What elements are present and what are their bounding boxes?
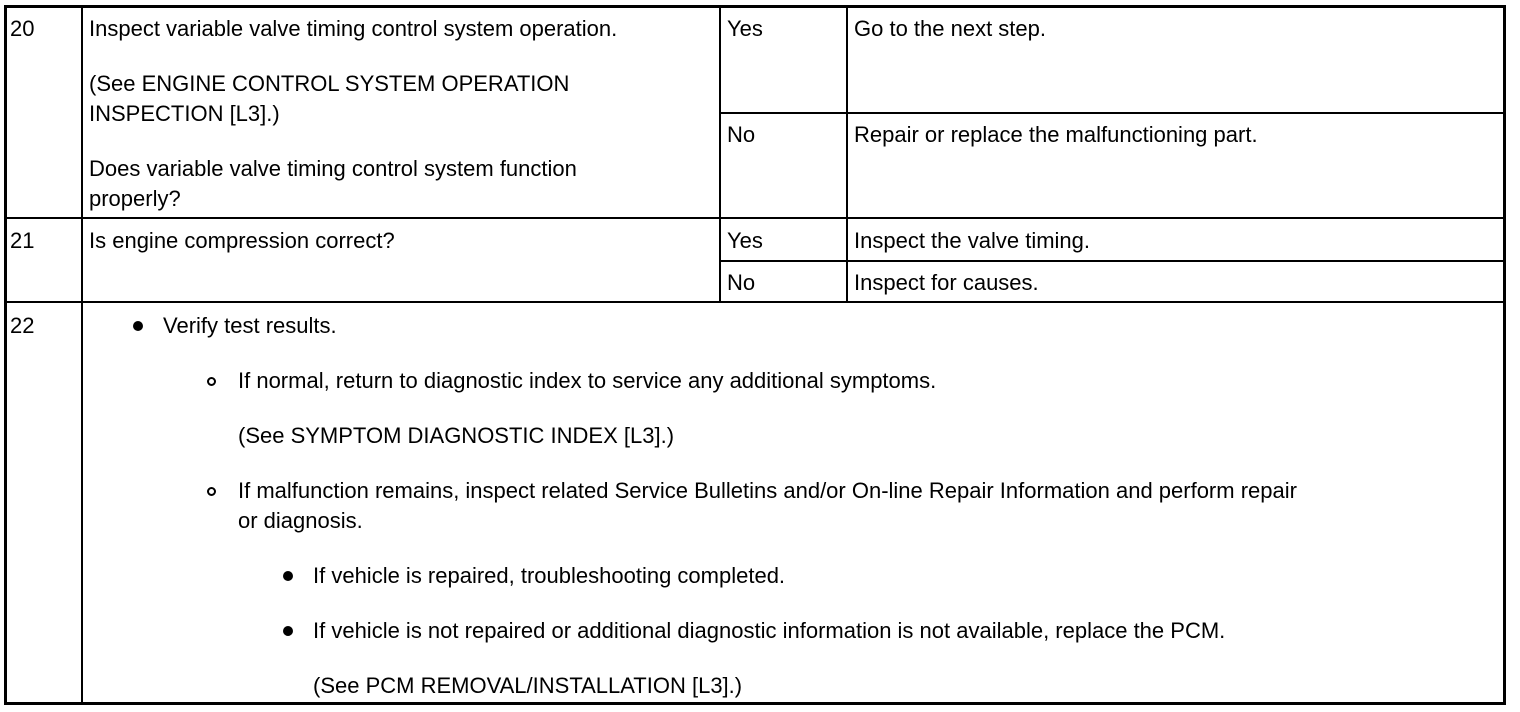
step-22-line-if-repaired: If vehicle is repaired, troubleshooting completed. [313, 563, 786, 588]
step-21-action-line-1: Is engine compression correct? [89, 228, 395, 253]
result-divider-20 [720, 112, 1506, 114]
step-22-line-if-not-repaired: If vehicle is not repaired or additional diagnostic information is not available, replace the PCM. [313, 618, 1226, 643]
step-22-line-see-symptom-index: (See SYMPTOM DIAGNOSTIC INDEX [L3].) [238, 423, 675, 448]
row-divider-21-22 [4, 301, 1506, 303]
step-21-answer-yes: Yes [727, 228, 763, 253]
step-20-answer-yes: Yes [727, 16, 763, 41]
step-20-action-line-1: Inspect variable valve timing control system operation. [89, 16, 618, 41]
bullet-filled-icon [133, 321, 143, 331]
step-22-line-if-malfunction-1: If malfunction remains, inspect related Service Bulletins and/or On-line Repair Information and perform repair [238, 478, 1297, 503]
step-20-action-line-2: (See ENGINE CONTROL SYSTEM OPERATION [89, 71, 570, 96]
step-number-22: 22 [10, 313, 35, 338]
step-number-21: 21 [10, 228, 35, 253]
step-20-result-yes: Go to the next step. [854, 16, 1047, 41]
step-22-line-if-malfunction-2: or diagnosis. [238, 508, 363, 533]
result-column-divider [846, 5, 848, 303]
step-20-action-line-5: properly? [89, 186, 181, 211]
step-20-answer-no: No [727, 122, 756, 147]
bullet-filled-icon [283, 571, 293, 581]
step-column-divider [81, 5, 83, 705]
step-20-result-no: Repair or replace the malfunctioning part. [854, 122, 1258, 147]
step-20-action-line-3: INSPECTION [L3].) [89, 101, 280, 126]
result-divider-21 [720, 260, 1506, 262]
step-number-20: 20 [10, 16, 35, 41]
row-divider-20-21 [4, 217, 1506, 219]
step-20-action-line-4: Does variable valve timing control system function [89, 156, 577, 181]
bullet-hollow-icon [207, 487, 216, 496]
step-21-result-no: Inspect for causes. [854, 270, 1039, 295]
step-22-line-if-normal: If normal, return to diagnostic index to service any additional symptoms. [238, 368, 937, 393]
action-column-divider [719, 5, 721, 303]
step-21-result-yes: Inspect the valve timing. [854, 228, 1091, 253]
step-22-line-see-pcm: (See PCM REMOVAL/INSTALLATION [L3].) [313, 673, 743, 698]
step-22-line-verify: Verify test results. [163, 313, 337, 338]
bullet-filled-icon [283, 626, 293, 636]
step-21-answer-no: No [727, 270, 756, 295]
bullet-hollow-icon [207, 377, 216, 386]
